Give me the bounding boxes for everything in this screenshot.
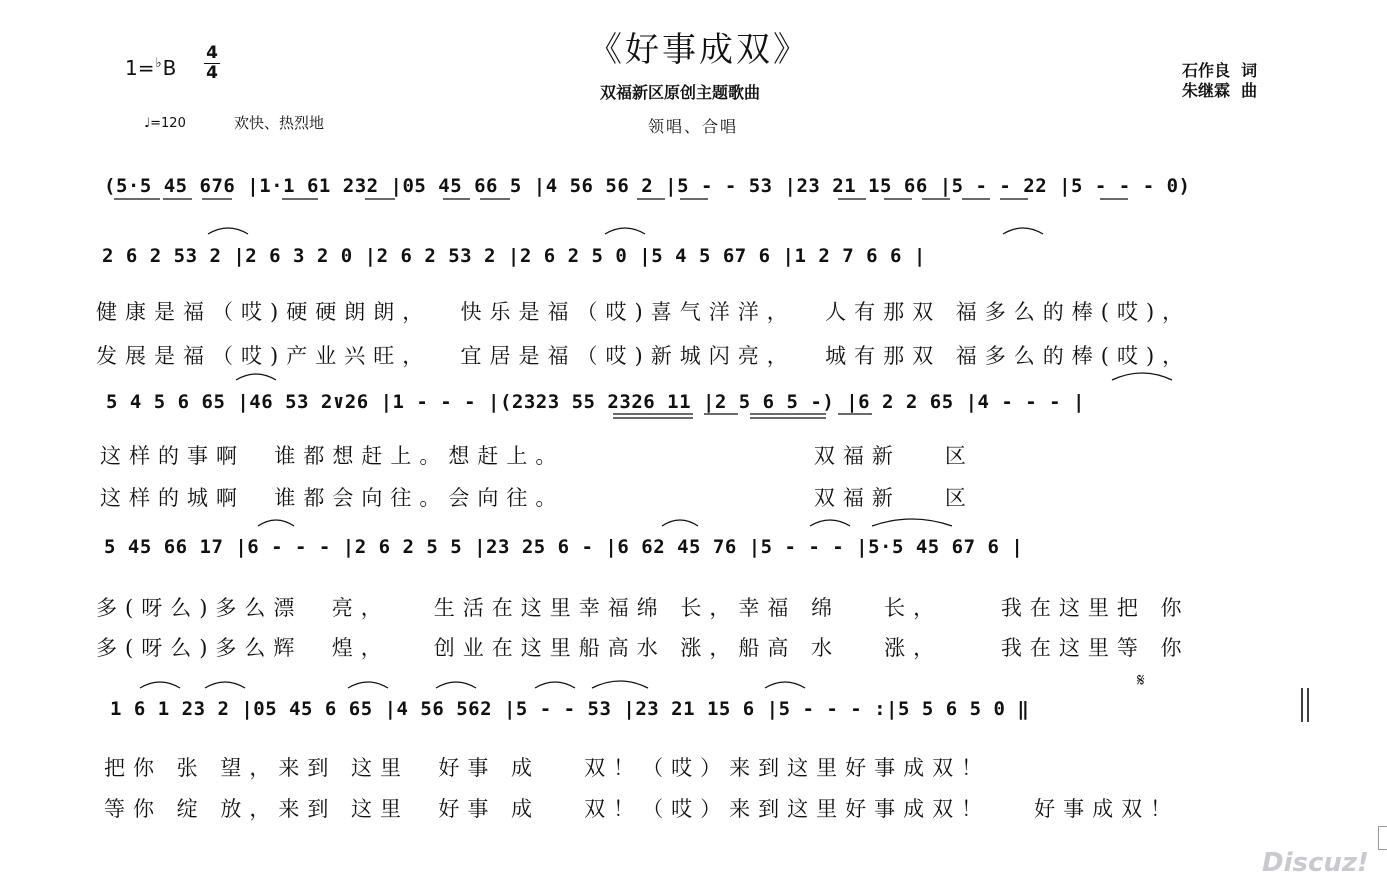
slur bbox=[1112, 373, 1172, 380]
notation-line-4: 5 45 66 17 |6 - - - |2 6 2 5 5 |23 25 6 - |6 62 45 76 |5 - - - |5·5 45 67 6 | bbox=[104, 536, 1024, 558]
notation-line-1: (5·5 45 676 |1·1 61 232 |05 45 66 5 |4 56 56 2 |5 - - 53 |23 21 15 66 |5 - - 22 |5 - - - 0) bbox=[104, 175, 1191, 197]
slur bbox=[436, 682, 476, 688]
notation-line-5: 1 6 1 23 2 |05 45 6 65 |4 56 562 |5 - - 53 |23 21 15 6 |5 - - - :|5 5 6 5 0 ‖ bbox=[110, 698, 1030, 720]
lyric-line-3-verse-1: 这样的事啊 谁都想赶上。想赶上。 双福新 区 bbox=[100, 444, 974, 468]
slur bbox=[535, 682, 575, 688]
key-prefix: 1= bbox=[125, 56, 155, 80]
slur bbox=[348, 682, 388, 688]
lyric-line-2-verse-2: 发展是福（哎)产业兴旺， 宜居是福（哎)新城闪亮， 城有那双 福多么的棒(哎)， bbox=[96, 344, 1192, 368]
song-subtitle: 双福新区原创主题歌曲 bbox=[600, 83, 761, 102]
lyric-line-3-verse-2: 这样的城啊 谁都会向往。会向往。 双福新 区 bbox=[100, 486, 974, 510]
slur bbox=[872, 519, 952, 526]
slur bbox=[258, 520, 294, 526]
tempo-marking: ♩=120 bbox=[144, 116, 186, 131]
watermark-logo: Discuz! bbox=[1262, 848, 1369, 878]
slur bbox=[765, 682, 805, 688]
song-title: 《好事成双》 bbox=[588, 30, 810, 70]
slur bbox=[605, 228, 645, 234]
slur bbox=[236, 374, 276, 380]
meter-bottom: 4 bbox=[206, 63, 218, 83]
lyric-line-4-verse-1: 多(呀么)多么漂 亮， 生活在这里幸福绵 长，幸福 绵 长， 我在这里把 你 bbox=[96, 596, 1190, 620]
page-edge-marker bbox=[1378, 826, 1387, 850]
lyric-line-4-verse-2: 多(呀么)多么辉 煌， 创业在这里船高水 涨，船高 水 涨， 我在这里等 你 bbox=[96, 636, 1190, 660]
slur bbox=[140, 682, 180, 688]
segno-sign: 𝄋 bbox=[1137, 670, 1145, 691]
slur bbox=[662, 520, 698, 526]
notation-line-3: 5 4 5 6 65 |46 53 2∨26 |1 - - - |(2323 55 2326 11 |2 5 6 5 -) |6 2 2 65 |4 - - - | bbox=[106, 391, 1085, 413]
slur bbox=[1003, 228, 1043, 234]
lyricist-credit: 石作良 词 bbox=[1182, 61, 1258, 80]
slur bbox=[810, 520, 850, 526]
key-note: B bbox=[162, 56, 177, 80]
voice-type: 领唱、合唱 bbox=[648, 117, 739, 136]
slur bbox=[208, 228, 248, 234]
lyric-line-5-verse-1: 把你 张 望，来到 这里 好事 成 双！（哎）来到这里好事成双！ bbox=[104, 756, 991, 780]
expression-marking: 欢快、热烈地 bbox=[234, 114, 325, 132]
meter-top: 4 bbox=[206, 43, 218, 63]
slur bbox=[592, 681, 648, 688]
composer-credit: 朱继霖 曲 bbox=[1182, 81, 1258, 100]
lyric-line-2-verse-1: 健康是福（哎)硬硬朗朗， 快乐是福（哎)喜气洋洋， 人有那双 福多么的棒(哎)， bbox=[96, 300, 1192, 324]
lyric-line-5-verse-2: 等你 绽 放，来到 这里 好事 成 双！（哎）来到这里好事成双！ 好事成双！ bbox=[104, 797, 1180, 821]
notation-line-2: 2 6 2 53 2 |2 6 3 2 0 |2 6 2 53 2 |2 6 2 5 0 |5 4 5 67 6 |1 2 7 6 6 | bbox=[102, 245, 926, 267]
slur bbox=[205, 682, 245, 688]
flat-sign: ♭ bbox=[155, 56, 162, 71]
